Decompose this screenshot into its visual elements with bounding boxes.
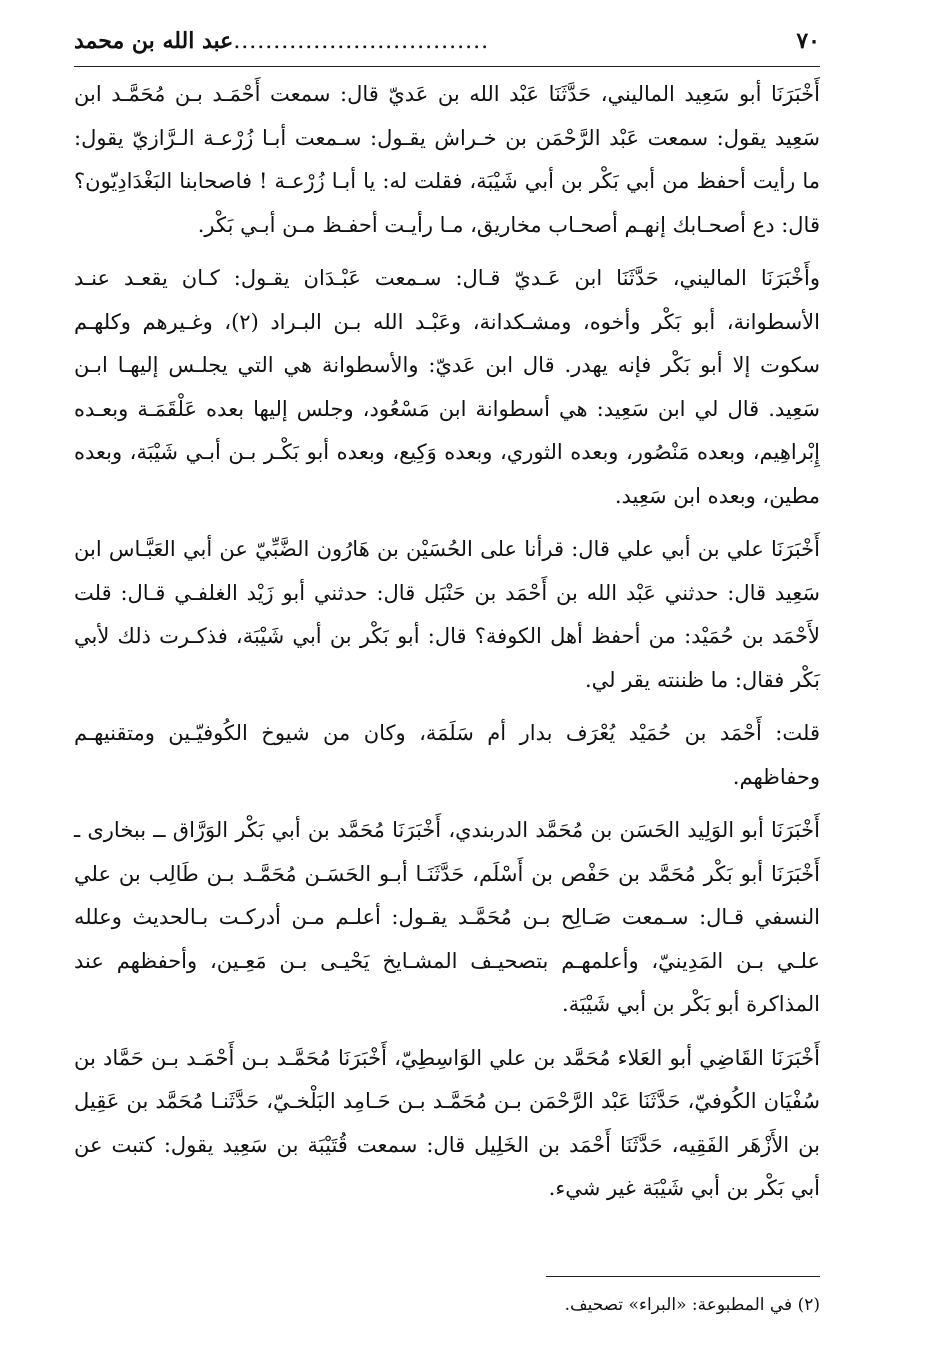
body-text [74, 73, 820, 1211]
paragraph-4: قلت: أَحْمَد بن حُمَيْد يُعْرَف بدار أم سَلَمَة، وكان من شيوخ الكُوفيّـين ومتقنيهـم وحفاظهم. [74, 721, 820, 789]
page-number: ٧٠ [796, 28, 820, 54]
paragraph-5: أَخْبَرَنَا أبو الوَلِيد الحَسَن بن مُحَمَّد الدربندي، أَخْبَرَنَا مُحَمَّد بن أبي بَكْر الوَرَّاق ــ ببخارى ـ أَخْبَرَنَا أبو بَكْر مُحَمَّد بن حَفْص بن أَسْلَم، حَدَّثَنَـا أبـو الحَسَـن مُحَمَّـد بـن طَالِب بن علي النسفي قـال: سـمعت صَـالِح بـن مُحَمَّـد يقـول: أعلـم مـن أدركـت بـالحديث وعلله علـي بـن المَدِينيّ، وأعلمهـم بتصحيـف المشـايخ يَحْيـى بـن مَعِـين، وأحفظهم عند المذاكرة أبو بَكْر بن أبي شَيْبَة. [74, 818, 820, 1016]
paragraph-3: أَخْبَرَنَا علي بن أبي علي قال: قرأنا على الحُسَيْن بن هَارُون الضَّبِّيّ عن أبي العَبَّـاس ابن سَعِيد قال: حدثني عَبْد الله بن أَحْمَد بن حَنْبَل قال: حدثني أبو زَيْد الغلفـي قـال: قلت لأَحْمَد بن حُمَيْد: من أحفظ أهل الكوفة؟ قال: أبو بَكْر بن أبي شَيْبَة، فذكـرت ذلك لأبي بَكْر فقال: ما ظننته يقر لي. [74, 537, 820, 692]
header-title-group [74, 28, 497, 54]
paragraph-6: أَخْبَرَنَا القَاضِي أبو العَلاء مُحَمَّد بن علي الوَاسِطِيّ، أَخْبَرَنَا مُحَمَّـد بـن أَحْمَـد بـن حَمَّاد بن سُفْيَان الكُوفيّ، حَدَّثَنَا عَبْد الرَّحْمَن بـن مُحَمَّـد بـن حَـامِد البَلْخـيّ، حَدَّثَنـا مُحَمَّد بن عَقِيل بن الأَزْهَر الفَقِيه، حَدَّثَنَا أَحْمَد بن الخَلِيل قال: سمعت قُتَيْبَة بن سَعِيد يقول: كتبت عن أبي بَكْر بن أبي شَيْبَة غير شيء. [74, 1045, 820, 1200]
footnote-rule [546, 1276, 820, 1277]
footnote: (٢) في المطبوعة: «البراء» تصحيف. [564, 1295, 820, 1315]
running-header [74, 28, 820, 67]
header-leader-dots: ................................ [233, 29, 490, 54]
book-page [74, 28, 820, 1315]
header-title: عبد الله بن محمد [74, 28, 234, 54]
paragraph-2: وأَخْبَرَنَا الماليني، حَدَّثَنَا ابن عَـديّ قـال: سـمعت عَبْـدَان يقـول: كـان يقعـد عنـد الأسطوانة، أبو بَكْر وأخوه، ومشـكدانة، وعَبْـد الله بـن البـراد (٢)، وغـيرهم وكلهـم سكوت إلا أبو بَكْر فإنه يهدر. قال ابن عَديّ: والأسطوانة هي التي يجلـس إليهـا ابـن سَعِيد. قال لي ابن سَعِيد: هي أسطوانة ابن مَسْعُود، وجلس إليها بعده عَلْقَمَـة وبعـده إِبْراهِيم، وبعده مَنْصُور، وبعده الثوري، وبعده وَكِيع، وبعده أبو بَكْـر بـن أبـي شَيْبَة، وبعده مطين، وبعده ابن سَعِيد. [74, 266, 820, 508]
paragraph-1: أَخْبَرَنَا أبو سَعِيد الماليني، حَدَّثَنَا عَبْد الله بن عَديّ قال: سمعت أَحْمَـد بـن مُحَمَّـد ابن سَعِيد يقول: سمعت عَبْد الرَّحْمَن بن خـراش يقـول: سـمعت أبـا زُرْعـة الـرَّازيّ يقول: ما رأيت أحفظ من أبي بَكْر بن أبي شَيْبَة، فقلت له: يا أبـا زُرْعـة ! فاصحابنا البَغْدَادِيّون؟ قال: دع أصحـابك إنهـم أصحـاب مخاريق، مـا رأيـت أحفـظ مـن أبـي بَكْر. [74, 82, 820, 237]
